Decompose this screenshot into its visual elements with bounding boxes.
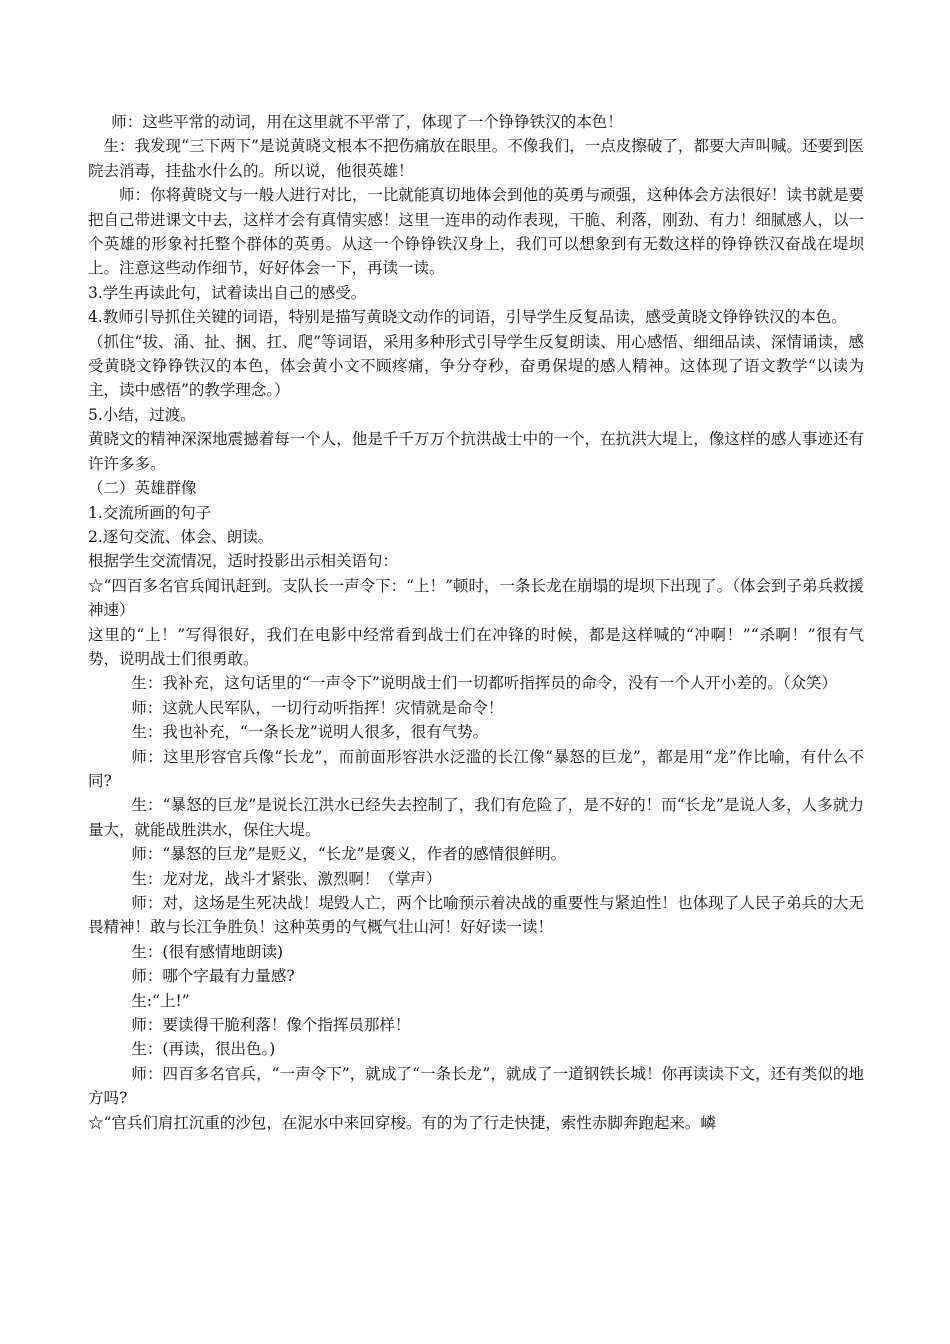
paragraph: 这里的“上！”写得很好，我们在电影中经常看到战士们在冲锋的时候，都是这样喊的“冲啊！”“杀啊！”很有气势，说明战士们很勇敢。 bbox=[88, 625, 864, 668]
dialogue-line: 生：“暴怒的巨龙”是说长江洪水已经失去控制了，我们有危险了，是不好的！而“长龙”是说人多，人多就力量大，就能战胜洪水，保住大堤。 bbox=[88, 796, 864, 839]
quoted-sentence: ☆“四百多名官兵闻讯赶到。支队长一声令下：“上！”顿时，一条长龙在崩塌的堤坝下出现了。（体会到子弟兵救援神速） bbox=[88, 576, 864, 620]
paragraph: 1.交流所画的句子 bbox=[88, 503, 212, 522]
dialogue-line: 师：四百多名官兵，“一声令下”，就成了“一条长龙”，就成了一道钢铁长城！你再读读下文，还有类似的地方吗? bbox=[88, 1064, 864, 1108]
dialogue-line: 师：对，这场是生死决战！堤毁人亡，两个比喻预示着决战的重要性与紧迫性！也体现了人民子弟兵的大无畏精神！敢与长江争胜负！这种英勇的气概气壮山河！好好读一读！ bbox=[88, 894, 864, 937]
paragraph: 师：这些平常的动词，用在这里就不平常了，体现了一个铮铮铁汉的本色！ bbox=[111, 113, 623, 131]
paragraph: 3.学生再读此句，试着读出自己的感受。 bbox=[88, 283, 367, 302]
dialogue-line: 师：要读得干脆利落！像个指挥员那样！ bbox=[131, 1016, 411, 1035]
paragraph: 生：我发现“三下两下”是说黄晓文根本不把伤痛放在眼里。不像我们，一点皮擦破了，都要大声叫喊。还要到医院去消毒，挂盐水什么的。所以说，他很英雄！ bbox=[88, 137, 864, 180]
dialogue-line: 师：这就人民军队，一切行动听指挥！灾情就是命令！ bbox=[131, 698, 504, 717]
dialogue-line: 生：我补充，这句话里的“一声令下”说明战士们一切都听指挥员的命令，没有一个人开小差的。（众笑） bbox=[131, 674, 837, 693]
paragraph: 师：你将黄晓文与一般人进行对比，一比就能真切地体会到他的英勇与顽强，这种体会方法很好！读书就是要把自己带进课文中去，这样才会有真情实感！这里一连串的动作表现，干脆、利落，刚劲、有力！细腻感人，以一个英雄的形象衬托整个群体的英勇。从这一个铮铮铁汉身上，我们可以想象到有无数这样的铮铮铁汉奋战在堤坝上。注意这些动作细节，好好体会一下，再读一读。 bbox=[88, 186, 864, 278]
dialogue-line: 生：(很有感情地朗读) bbox=[131, 942, 283, 961]
dialogue-line: 生:“上!” bbox=[131, 991, 190, 1010]
paragraph: 4.教师引导抓住关键的词语，特别是描写黄晓文动作的词语，引导学生反复品读，感受黄晓文铮铮铁汉的本色。 bbox=[88, 308, 847, 327]
paragraph: 根据学生交流情况，适时投影出示相关语句： bbox=[88, 552, 399, 571]
paragraph: 黄晓文的精神深深地震撼着每一个人，他是千千万万个抗洪战士中的一个，在抗洪大堤上，像这样的感人事迹还有许许多多。 bbox=[88, 430, 864, 473]
dialogue-line: 生：(再读，很出色。) bbox=[131, 1040, 276, 1059]
dialogue-line: 师：“暴怒的巨龙”是贬义，“长龙”是褒义，作者的感情很鲜明。 bbox=[131, 845, 567, 864]
document-page bbox=[88, 110, 864, 1135]
dialogue-line: 生：我也补充，“一条长龙”说明人很多，很有气势。 bbox=[131, 723, 489, 742]
paragraph: （抓住“拔、涌、扯、捆、扛、爬”等词语，采用多种形式引导学生反复朗读、用心感悟、细细品读、深情诵读，感受黄晓文铮铮铁汉的本色，体会黄小文不顾疼痛，争分夺秒，奋勇保堤的感人精神。这体现了语文教学“以读为主，读中感悟”的教学理念。） bbox=[88, 332, 864, 400]
dialogue-line: 生：龙对龙，战斗才紧张、激烈啊！（掌声） bbox=[131, 869, 442, 888]
dialogue-line: 师：这里形容官兵像“长龙”，而前面形容洪水泛滥的长江像“暴怒的巨龙”，都是用“龙”作比喻，有什么不同? bbox=[88, 747, 864, 790]
dialogue-line: 师：哪个字最有力量感? bbox=[131, 967, 295, 986]
paragraph: 5.小结，过渡。 bbox=[88, 405, 196, 424]
section-heading: （二）英雄群像 bbox=[88, 479, 197, 498]
paragraph: 2.逐句交流、体会、朗读。 bbox=[88, 527, 274, 546]
quoted-sentence: ☆“官兵们肩扛沉重的沙包，在泥水中来回穿梭。有的为了行走快捷，索性赤脚奔跑起来。嶙 bbox=[88, 1113, 716, 1132]
